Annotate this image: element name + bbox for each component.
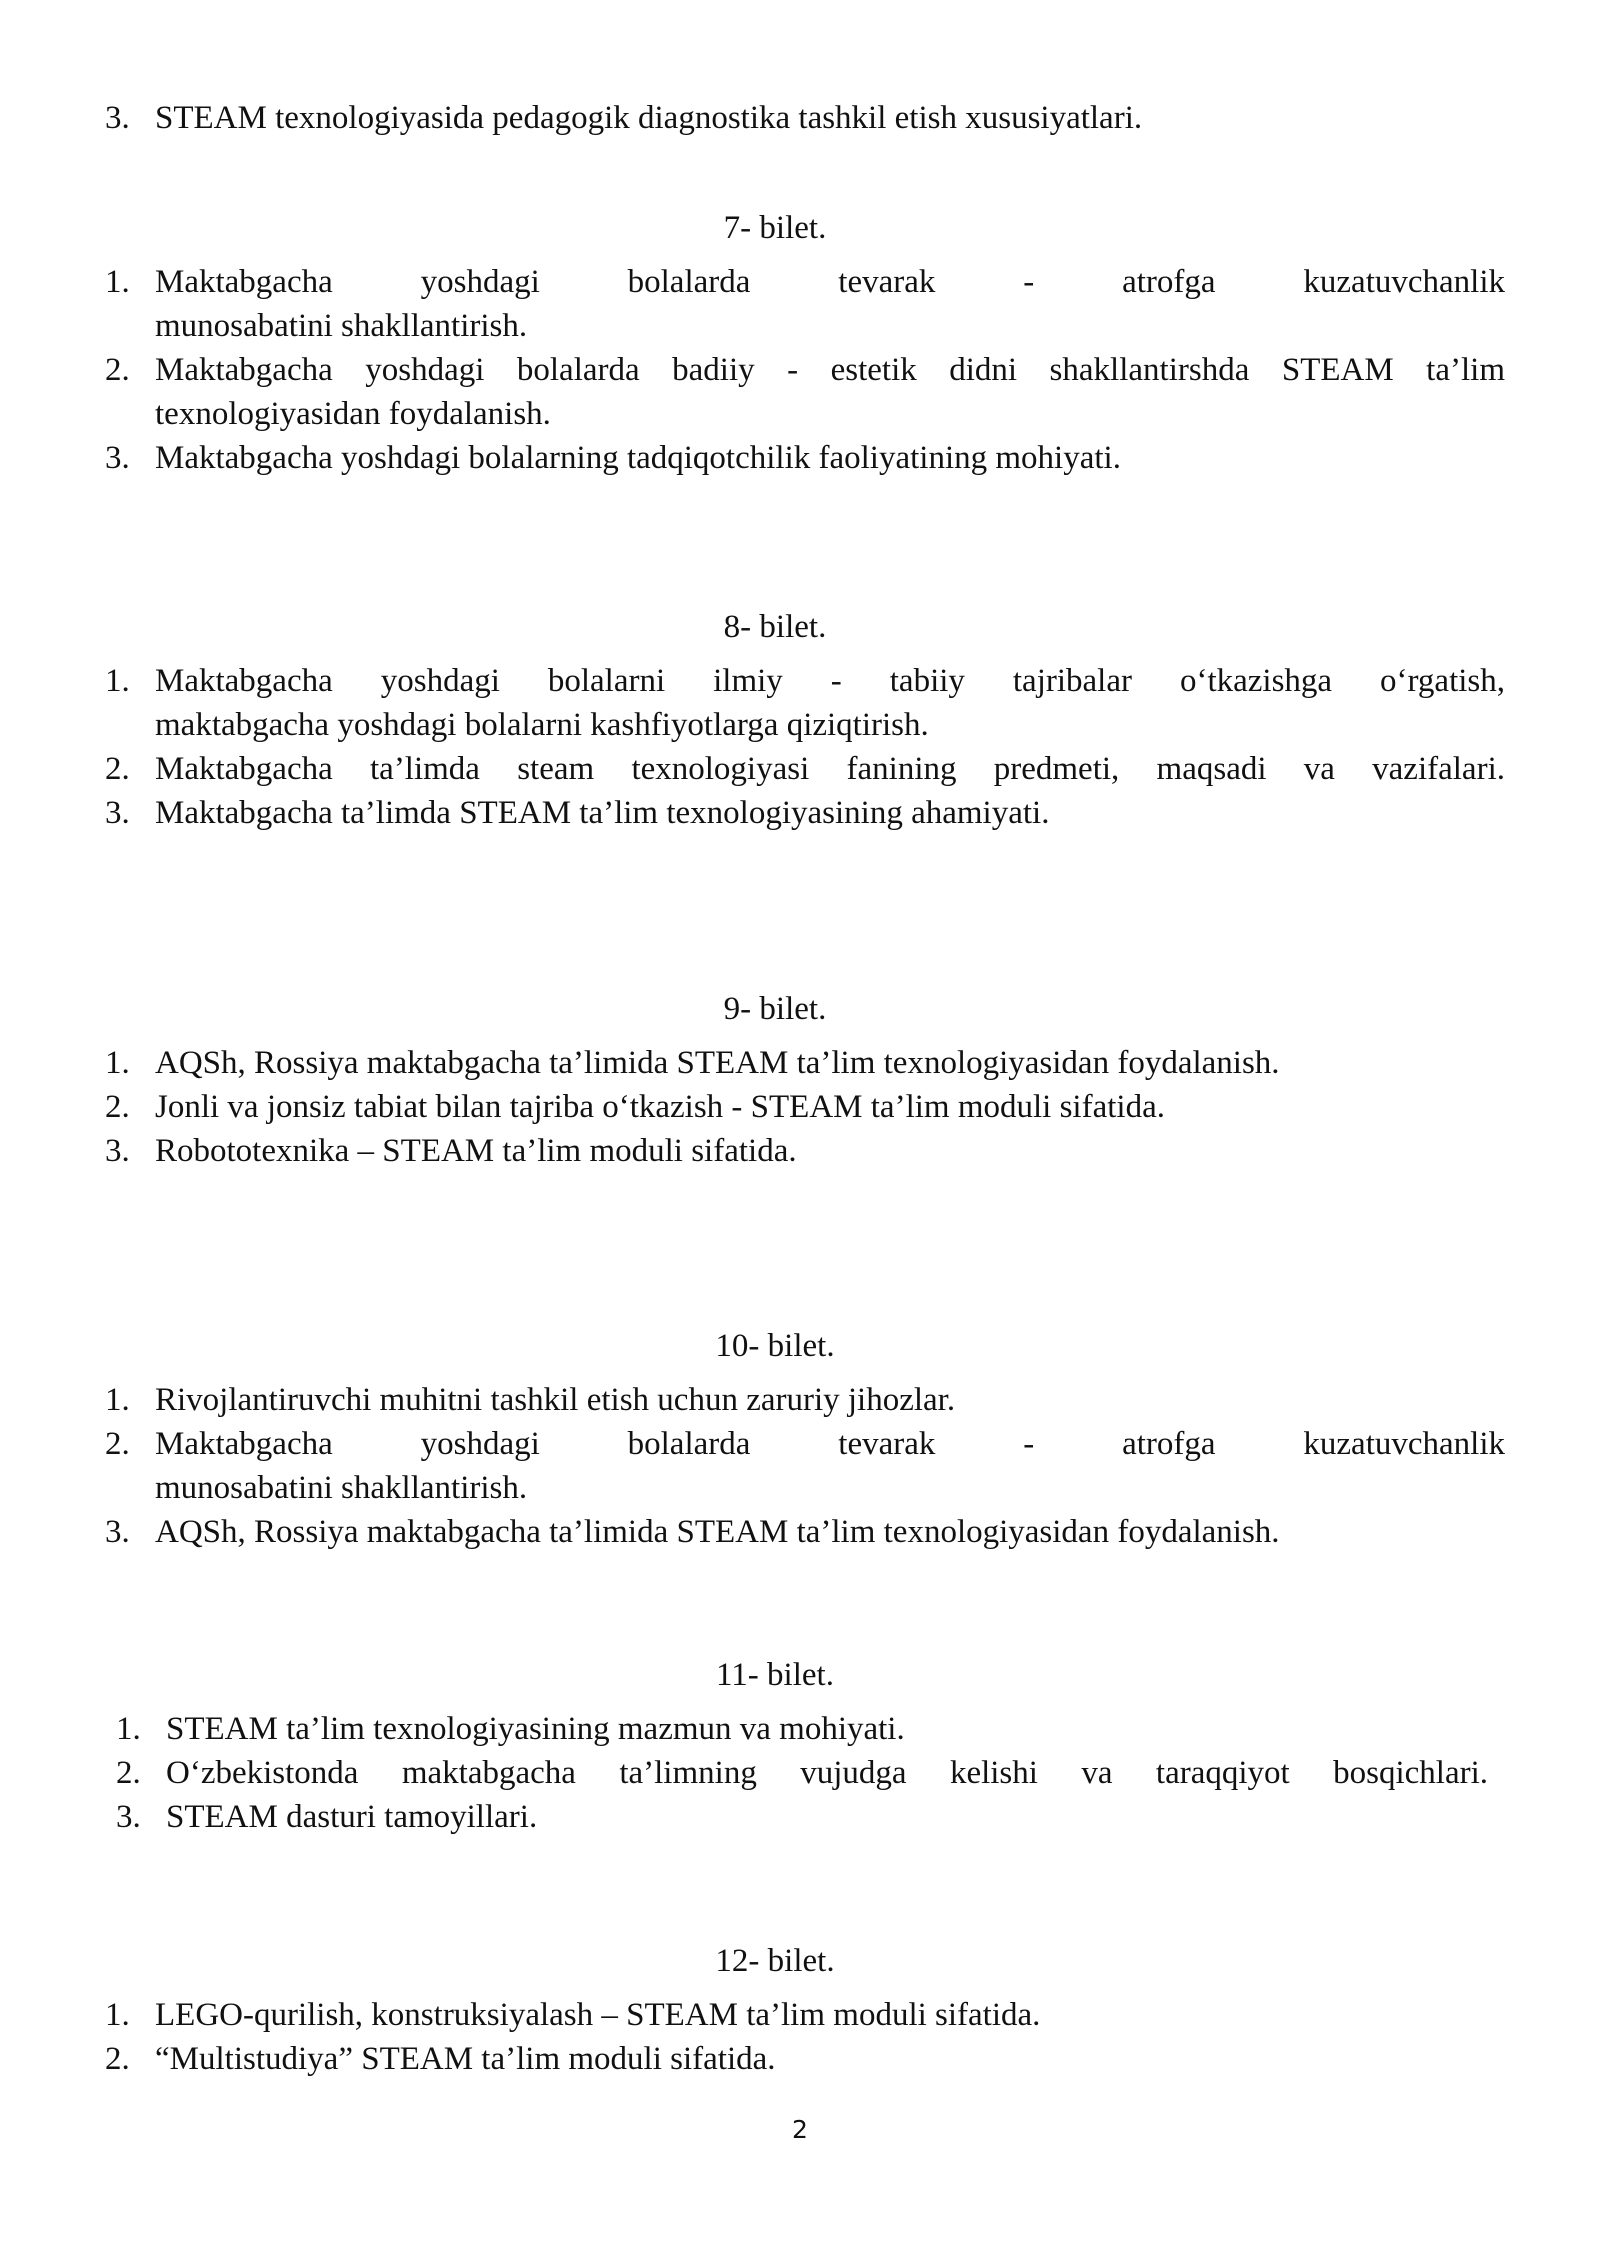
ticket-section-12: [0, 1941, 1600, 2081]
item-number: 1.: [105, 264, 130, 300]
item-text-line: munosabatini shakllantirish.: [155, 1470, 528, 1506]
list-item: [105, 1422, 1505, 1510]
item-text: Robototexnika – STEAM ta’lim moduli sifatida.: [155, 1133, 797, 1169]
ticket-section-7: [0, 208, 1600, 480]
list-item: [105, 1378, 1505, 1422]
item-text: AQSh, Rossiya maktabgacha ta’limida STEAM ta’lim texnologiyasidan foydalanish.: [155, 1045, 1280, 1081]
item-text: STEAM ta’lim texnologiyasining mazmun va mohiyati.: [166, 1711, 905, 1747]
item-number: 1.: [105, 1997, 130, 2033]
list-item: [105, 1085, 1505, 1129]
item-text: Jonli va jonsiz tabiat bilan tajriba o‘tkazish - STEAM ta’lim moduli sifatida.: [155, 1089, 1165, 1125]
item-number: 2.: [105, 751, 130, 787]
item-number: 1.: [116, 1711, 141, 1747]
ticket-section-9: [0, 989, 1600, 1173]
list-item: [105, 791, 1505, 835]
item-number: 3.: [116, 1799, 141, 1835]
item-number: 3.: [105, 1133, 130, 1169]
ticket-heading: 7- bilet.: [723, 210, 827, 246]
item-text: LEGO-qurilish, konstruksiyalash – STEAM ta’lim moduli sifatida.: [155, 1997, 1041, 2033]
item-number: 1.: [105, 1382, 130, 1418]
item-text: Maktabgacha ta’limda STEAM ta’lim texnologiyasining ahamiyati.: [155, 795, 1050, 831]
question-list: [105, 659, 1505, 835]
item-number: 2.: [105, 1426, 130, 1462]
item-number: 1.: [105, 1045, 130, 1081]
list-item: [105, 1041, 1505, 1085]
item-number: 2.: [116, 1755, 141, 1791]
list-item: [116, 1707, 1488, 1751]
item-number: 2.: [105, 1089, 130, 1125]
ticket-heading: 8- bilet.: [723, 609, 827, 645]
page-number: 2: [792, 2115, 808, 2144]
item-number: 3.: [105, 1514, 130, 1550]
list-item: [105, 96, 1505, 140]
item-text: STEAM texnologiyasida pedagogik diagnostika tashkil etish xususiyatlari.: [155, 100, 1143, 136]
list-item: [105, 747, 1505, 791]
list-item: [105, 348, 1505, 436]
ticket-section-10: [0, 1326, 1600, 1554]
list-item: [105, 1993, 1505, 2037]
item-number: 3.: [105, 440, 130, 476]
item-text-line: Maktabgacha yoshdagi bolalarda tevarak - atrofga kuzatuvchanlik: [155, 264, 1505, 300]
item-text: “Multistudiya” STEAM ta’lim moduli sifatida.: [155, 2041, 776, 2077]
item-text: O‘zbekistonda maktabgacha ta’limning vujudga kelishi va taraqqiyot bosqichlari.: [166, 1755, 1488, 1791]
item-text-line: Maktabgacha yoshdagi bolalarda badiiy - estetik didni shakllantirshda STEAM ta’lim: [155, 352, 1505, 388]
list-item: [105, 436, 1505, 480]
item-number: 3.: [105, 100, 130, 136]
item-text-line: texnologiyasidan foydalanish.: [155, 396, 551, 432]
item-text-line: Maktabgacha yoshdagi bolalarni ilmiy - tabiiy tajribalar o‘tkazishga o‘rgatish,: [155, 663, 1505, 699]
list-item: [116, 1751, 1488, 1795]
question-list: [105, 1993, 1505, 2081]
list-item: [105, 260, 1505, 348]
item-text: AQSh, Rossiya maktabgacha ta’limida STEAM ta’lim texnologiyasidan foydalanish.: [155, 1514, 1280, 1550]
list-item: [116, 1795, 1488, 1839]
item-text-line: maktabgacha yoshdagi bolalarni kashfiyotlarga qiziqtirish.: [155, 707, 929, 743]
item-text-line: munosabatini shakllantirish.: [155, 308, 528, 344]
ticket-section-8: [0, 607, 1600, 835]
question-list: [105, 260, 1505, 480]
list-item: [105, 2037, 1505, 2081]
item-number: 3.: [105, 795, 130, 831]
item-text-line: Maktabgacha yoshdagi bolalarda tevarak - atrofga kuzatuvchanlik: [155, 1426, 1505, 1462]
list-item: [105, 1129, 1505, 1173]
item-text: Maktabgacha ta’limda steam texnologiyasi fanining predmeti, maqsadi va vazifalari.: [155, 751, 1505, 787]
list-item: [105, 659, 1505, 747]
ticket-heading: 11- bilet.: [716, 1657, 834, 1693]
list-item: [105, 1510, 1505, 1554]
item-text: STEAM dasturi tamoyillari.: [166, 1799, 538, 1835]
question-list: [105, 1041, 1505, 1173]
question-list: [116, 1707, 1488, 1839]
ticket-section-11: [0, 1655, 1600, 1839]
item-number: 2.: [105, 2041, 130, 2077]
ticket-heading: 12- bilet.: [715, 1943, 835, 1979]
ticket-heading: 9- bilet.: [723, 991, 827, 1027]
ticket-heading: 10- bilet.: [715, 1328, 835, 1364]
item-text: Maktabgacha yoshdagi bolalarning tadqiqotchilik faoliyatining mohiyati.: [155, 440, 1121, 476]
item-text: Rivojlantiruvchi muhitni tashkil etish uchun zaruriy jihozlar.: [155, 1382, 956, 1418]
item-number: 2.: [105, 352, 130, 388]
question-list: [105, 1378, 1505, 1554]
item-number: 1.: [105, 663, 130, 699]
